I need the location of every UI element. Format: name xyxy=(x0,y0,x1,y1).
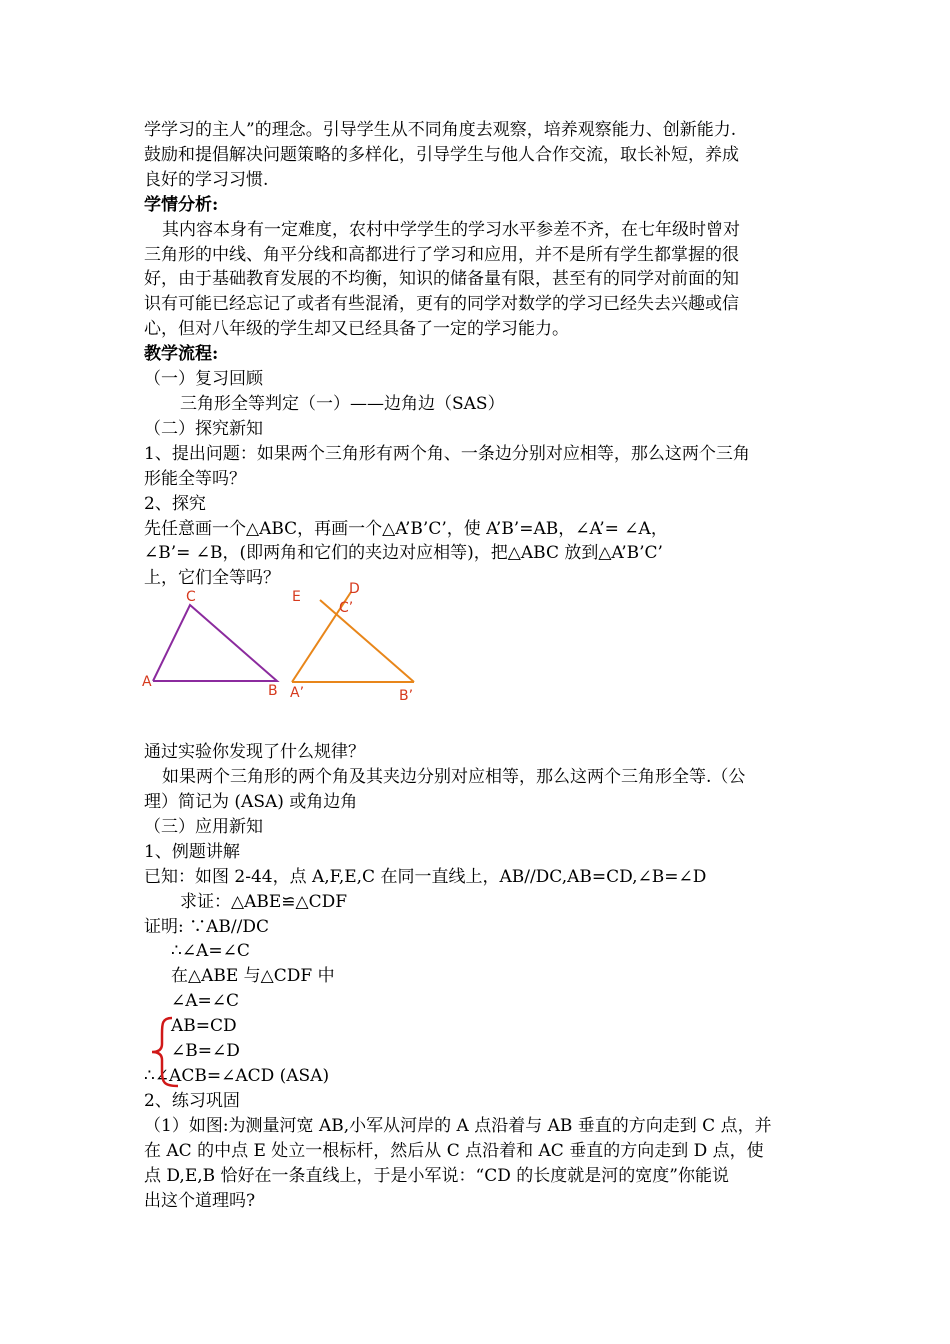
proof-line-4: ∠A=∠C xyxy=(171,991,240,1012)
intro-line-1: 学学习的主人”的理念。引导学生从不同角度去观察，培养观察能力、创新能力. xyxy=(144,120,737,140)
explore-line-3: 上，它们全等吗？ xyxy=(144,568,280,589)
intro-line-2: 鼓励和提倡解决问题策略的多样化，引导学生与他人合作交流，取长补短，养成 xyxy=(144,144,739,165)
after-figure-question: 通过实验你发现了什么规律？ xyxy=(144,742,365,763)
heading-analysis: 学情分析: xyxy=(144,194,219,215)
example-title: 1、例题讲解 xyxy=(144,841,240,862)
practice-line-2: 在 AC 的中点 E 处立一根标杆，然后从 C 点沿着和 AC 垂直的方向走到 D 点，使 xyxy=(144,1140,764,1161)
analysis-line-4: 识有可能已经忘记了或者有些混淆，更有的同学对数学的学习已经失去兴趣或信 xyxy=(144,294,739,315)
practice-line-1: （1）如图:为测量河宽 AB,小军从河岸的 A 点沿着与 AB 垂直的方向走到 C 点，并 xyxy=(144,1115,772,1136)
red-brace xyxy=(148,1016,178,1088)
ray-b-prime-e xyxy=(320,600,414,682)
proof-line-3: 在△ABE 与△CDF 中 xyxy=(171,966,335,987)
label-d: D xyxy=(349,581,360,598)
label-b: B xyxy=(268,683,278,700)
label-c-prime: C’ xyxy=(339,600,354,617)
proof-brace-group xyxy=(144,1014,814,1089)
section-apply: （三）应用新知 xyxy=(144,816,263,837)
question-line-2: 形能全等吗？ xyxy=(144,468,246,489)
analysis-line-3: 好，由于基础教育发展的不均衡，知识的储备量有限，甚至有的同学对前面的知 xyxy=(144,269,739,290)
triangle-diagram xyxy=(142,581,432,740)
document-page xyxy=(144,118,814,1213)
proof-line-2: ∴∠A=∠C xyxy=(171,941,250,962)
section-explore: （二）探究新知 xyxy=(144,418,263,439)
label-a: A xyxy=(142,674,152,691)
heading-flow: 教学流程: xyxy=(144,344,219,365)
label-c: C xyxy=(186,589,196,606)
triangle-figure xyxy=(142,581,814,740)
proof-line-1: 证明: ∵AB//DC xyxy=(144,916,269,937)
question-line-1: 1、提出问题：如果两个三角形有两个角、一条边分别对应相等，那么这两个三角 xyxy=(144,443,750,464)
triangle-abc xyxy=(153,605,277,681)
practice-title: 2、练习巩固 xyxy=(144,1090,240,1111)
review-item: 三角形全等判定（一）——边角边（SAS） xyxy=(180,393,505,414)
label-e: E xyxy=(292,589,301,606)
label-a-prime: A’ xyxy=(290,685,305,702)
analysis-line-5: 心，但对八年级的学生却又已经具备了一定的学习能力。 xyxy=(144,319,569,340)
explore-title: 2、探究 xyxy=(144,493,206,514)
example-given: 已知：如图 2-44，点 A,F,E,C 在同一直线上，AB//DC,AB=CD,∠B=∠D xyxy=(144,866,707,887)
practice-line-4: 出这个道理吗? xyxy=(144,1190,256,1211)
practice-line-3: 点 D,E,B 恰好在一条直线上，于是小军说：“CD 的长度就是河的宽度”你能说 xyxy=(144,1165,729,1186)
proof-line-5: AB=CD xyxy=(171,1016,237,1037)
analysis-line-2: 三角形的中线、角平分线和高都进行了学习和应用，并不是所有学生都掌握的很 xyxy=(144,244,739,265)
proof-line-6: ∠B=∠D xyxy=(171,1041,240,1062)
label-b-prime: B’ xyxy=(399,688,414,705)
rule-line-2: 理）简记为 (ASA) 或角边角 xyxy=(144,792,358,813)
proof-line-7: ∴∠ACB=∠ACD (ASA) xyxy=(144,1066,330,1086)
rule-line-1: 如果两个三角形的两个角及其夹边分别对应相等，那么这两个三角形全等.（公 xyxy=(162,767,746,788)
example-prove: 求证：△ABE≌△CDF xyxy=(180,891,348,912)
intro-line-3: 良好的学习习惯. xyxy=(144,169,269,190)
explore-line-1: 先任意画一个△ABC，再画一个△A’B’C’，使 A’B’=AB，∠A’= ∠A， xyxy=(144,518,668,539)
analysis-line-1: 其内容本身有一定难度，农村中学学生的学习水平参差不齐，在七年级时曾对 xyxy=(162,219,740,240)
explore-line-2: ∠B’= ∠B，(即两角和它们的夹边对应相等)，把△ABC 放到△A’B’C’ xyxy=(144,543,663,564)
section-review: （一）复习回顾 xyxy=(144,369,263,390)
